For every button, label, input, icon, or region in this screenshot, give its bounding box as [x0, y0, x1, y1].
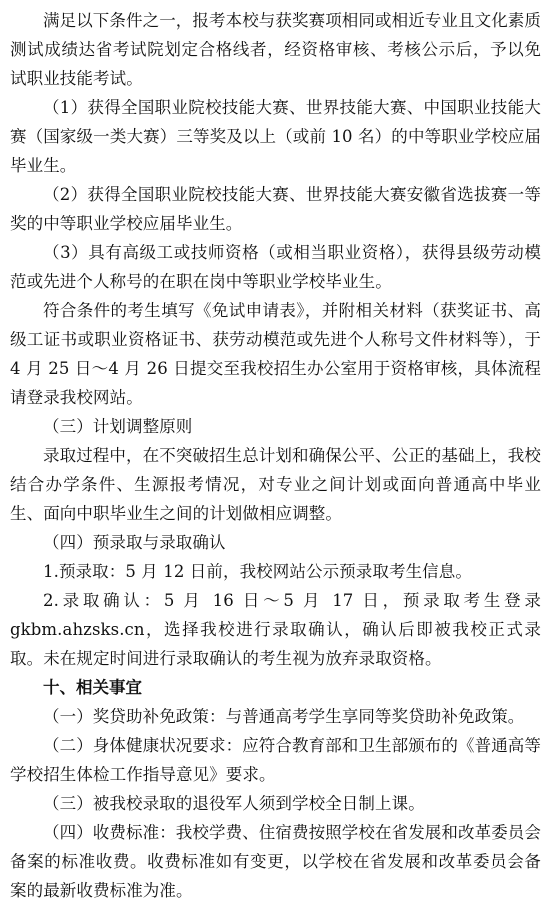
- matter-3: （三）被我校录取的退役军人须到学校全日制上课。: [43, 794, 425, 813]
- matter-4: （四）收费标准：我校学费、住宿费按照学校在省发展和改革委员会备案的标准收费。收费标准如有变更，以学校在省发展和改革委员会备案的最新收费标准为准。: [10, 823, 541, 900]
- condition-3: （3）具有高级工或技师资格（或相当职业资格），获得县级劳动模范或先进个人称号的在职在岗中等职业学校毕业生。: [10, 243, 541, 291]
- heading-pre-admission: （四）预录取与录取确认: [43, 533, 226, 552]
- matter-1: （一）奖贷助补免政策：与普通高考学生享同等奖贷助补免政策。: [43, 707, 525, 726]
- application-paragraph: 符合条件的考生填写《免试申请表》，并附相关材料（获奖证书、高级工证书或职业资格证书、获劳动模范或先进个人称号文件材料等），于 4 月 25 日～4 月 26 日提交至我校招生办公室用于资格审核，具体流程请登录我校网站。: [10, 301, 541, 407]
- intro-paragraph: 满足以下条件之一，报考本校与获奖赛项相同或相近专业且文化素质测试成绩达省考试院划定合格线者，经资格审核、考核公示后，予以免试职业技能考试。: [10, 11, 541, 88]
- admission-confirm-item: 2.录取确认：5 月 16 日～5 月 17 日，预录取考生登录 gkbm.ahzsks.cn，选择我校进行录取确认，确认后即被我校正式录取。未在规定时间进行录取确认的考生视为放弃录取资格。: [10, 591, 541, 668]
- pre-admission-item: 1.预录取：5 月 12 日前，我校网站公示预录取考生信息。: [43, 562, 472, 581]
- heading-plan-adjustment: （三）计划调整原则: [43, 417, 193, 436]
- condition-1: （1）获得全国职业院校技能大赛、世界技能大赛、中国职业技能大赛（国家级一类大赛）三等奖及以上（或前 10 名）的中等职业学校应届毕业生。: [10, 98, 541, 175]
- condition-2: （2）获得全国职业院校技能大赛、世界技能大赛安徽省选拔赛一等奖的中等职业学校应届毕业生。: [10, 185, 541, 233]
- matter-2: （二）身体健康状况要求：应符合教育部和卫生部颁布的《普通高等学校招生体检工作指导意见》要求。: [10, 736, 541, 784]
- adjustment-paragraph: 录取过程中，在不突破招生总计划和确保公平、公正的基础上，我校结合办学条件、生源报考情况，对专业之间计划或面向普通高中毕业生、面向中职毕业生之间的计划做相应调整。: [10, 446, 541, 523]
- section-10-heading: 十、相关事宜: [43, 678, 142, 697]
